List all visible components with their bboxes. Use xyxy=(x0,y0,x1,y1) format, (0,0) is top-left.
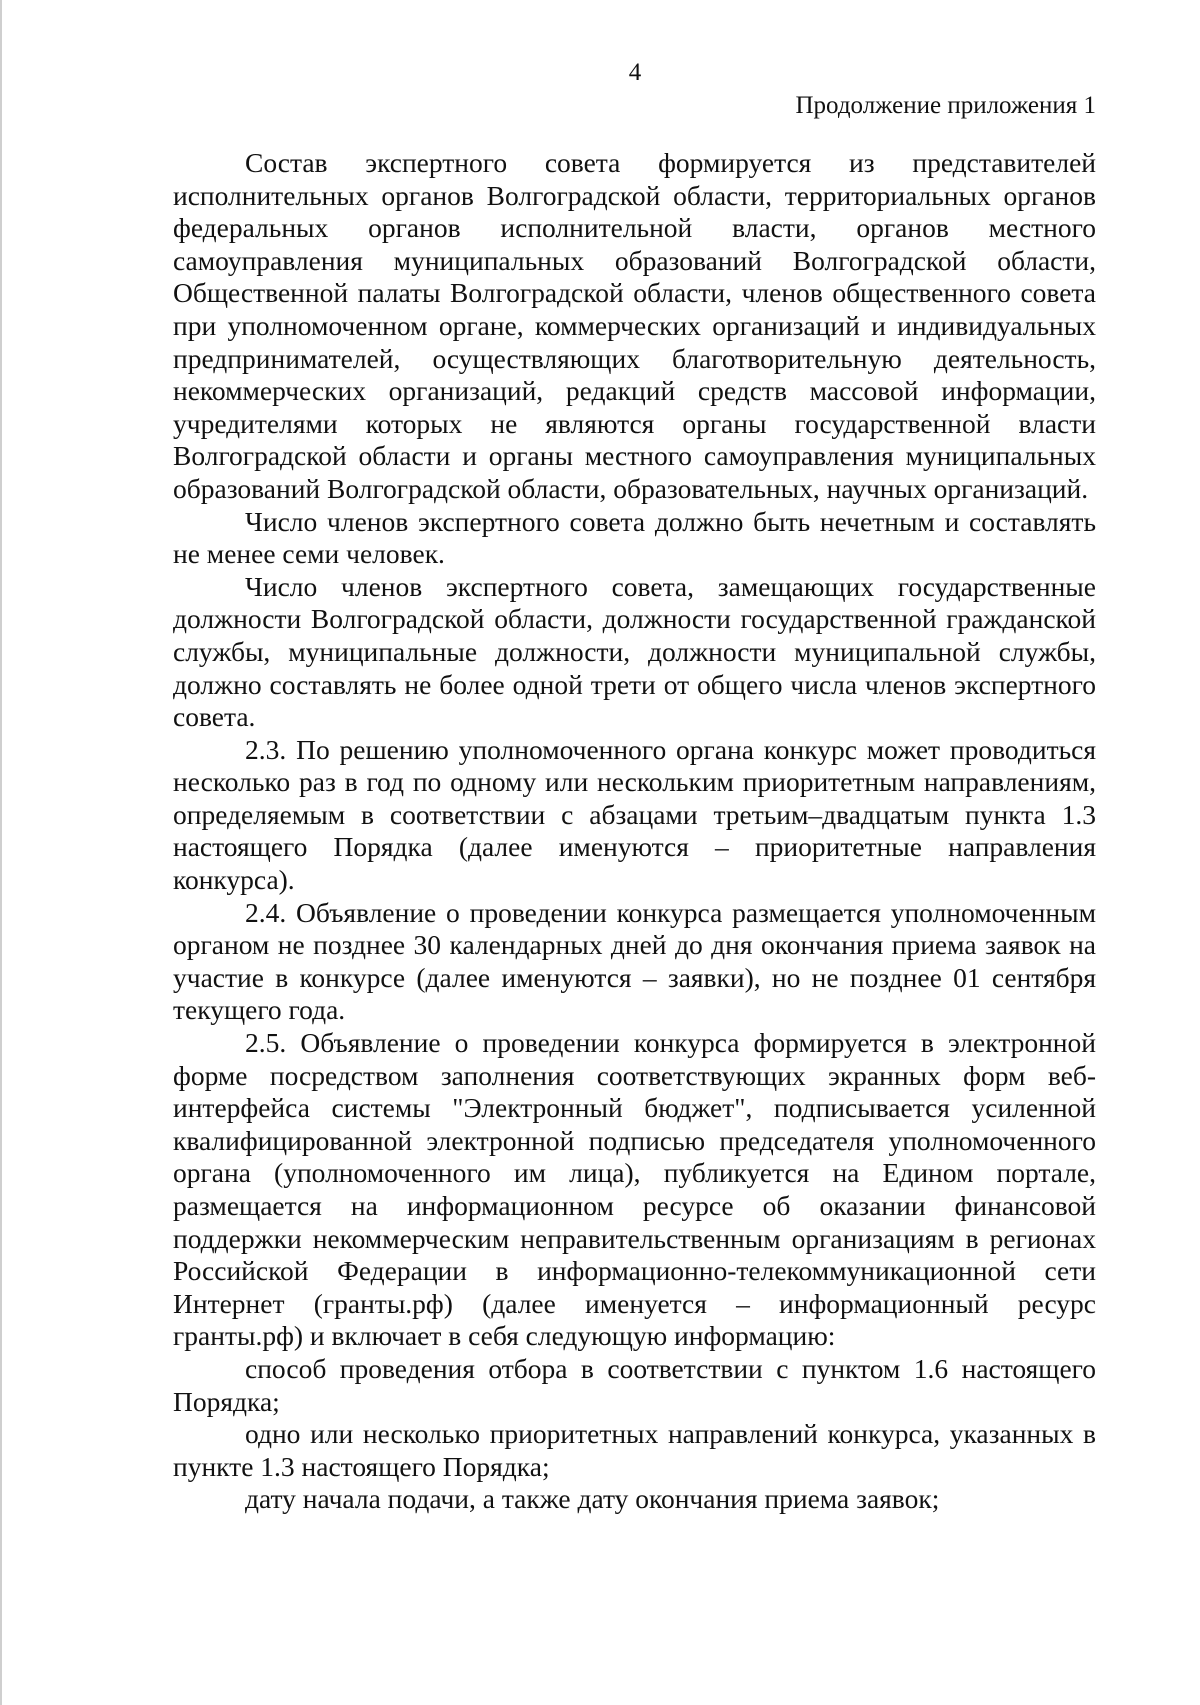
document-body xyxy=(173,147,1096,1516)
continuation-header: Продолжение приложения 1 xyxy=(795,92,1096,119)
paragraph-officials-share: Число членов экспертного совета, замещающих государственные должности Волгоградской области, должности государственной гражданской службы, муниципальные должности, должности муниципальной службы, должно составлять не более одной трети от общего числа членов экспертного совета. xyxy=(173,570,1096,733)
paragraph-2-4: 2.4. Объявление о проведении конкурса размещается уполномоченным органом не позднее 30 календарных дней до дня окончания приема заявок на участие в конкурсе (далее именуются – заявки), но не позднее 01 сентября текущего года. xyxy=(173,896,1096,1026)
list-item-priority-directions: одно или несколько приоритетных направлений конкурса, указанных в пункте 1.3 настоящего Порядка; xyxy=(173,1418,1096,1482)
list-item-application-dates: дату начала подачи, а также дату окончания приема заявок; xyxy=(245,1483,940,1515)
paragraph-2-5: 2.5. Объявление о проведении конкурса формируется в электронной форме посредством заполнения соответствующих экранных форм веб-интерфейса системы "Электронный бюджет", подписывается усиленной квалифицированной электронной подписью председателя уполномоченного органа (уполномоченного им лица), публикуется на Едином портале, размещается на информационном ресурсе об оказании финансовой поддержки некоммерческим неправительственным организациям в регионах Российской Федерации в информационно-телекоммуникационной сети Интернет (гранты.рф) (далее именуется – информационный ресурс гранты.рф) и включает в себя следующую информацию: xyxy=(173,1027,1096,1352)
scan-edge xyxy=(0,0,2,1705)
page-number: 4 xyxy=(628,59,642,86)
paragraph-expert-council-composition: Состав экспертного совета формируется из представителей исполнительных органов Волгоградской области, территориальных органов федеральных органов исполнительной власти, органов местного самоуправления муниципальных образований Волгоградской области, Общественной палаты Волгоградской области, членов общественного совета при уполномоченном органе, коммерческих организаций и индивидуальных предпринимателей, осуществляющих благотворительную деятельность, некоммерческих организаций, редакций средств массовой информации, учредителями которых не являются органы государственной власти Волгоградской области и органы местного самоуправления муниципальных образований Волгоградской области, образовательных, научных организаций. xyxy=(173,147,1096,504)
paragraph-members-count: Число членов экспертного совета должно быть нечетным и составлять не менее семи человек. xyxy=(173,505,1096,570)
paragraph-2-3: 2.3. По решению уполномоченного органа конкурс может проводиться несколько раз в год по одному или нескольким приоритетным направлениям, определяемым в соответствии с абзацами третьим–двадцатым пункта 1.3 настоящего Порядка (далее именуются – приоритетные направления конкурса). xyxy=(173,733,1096,896)
list-item-selection-method: способ проведения отбора в соответствии с пунктом 1.6 настоящего Порядка; xyxy=(173,1352,1096,1417)
